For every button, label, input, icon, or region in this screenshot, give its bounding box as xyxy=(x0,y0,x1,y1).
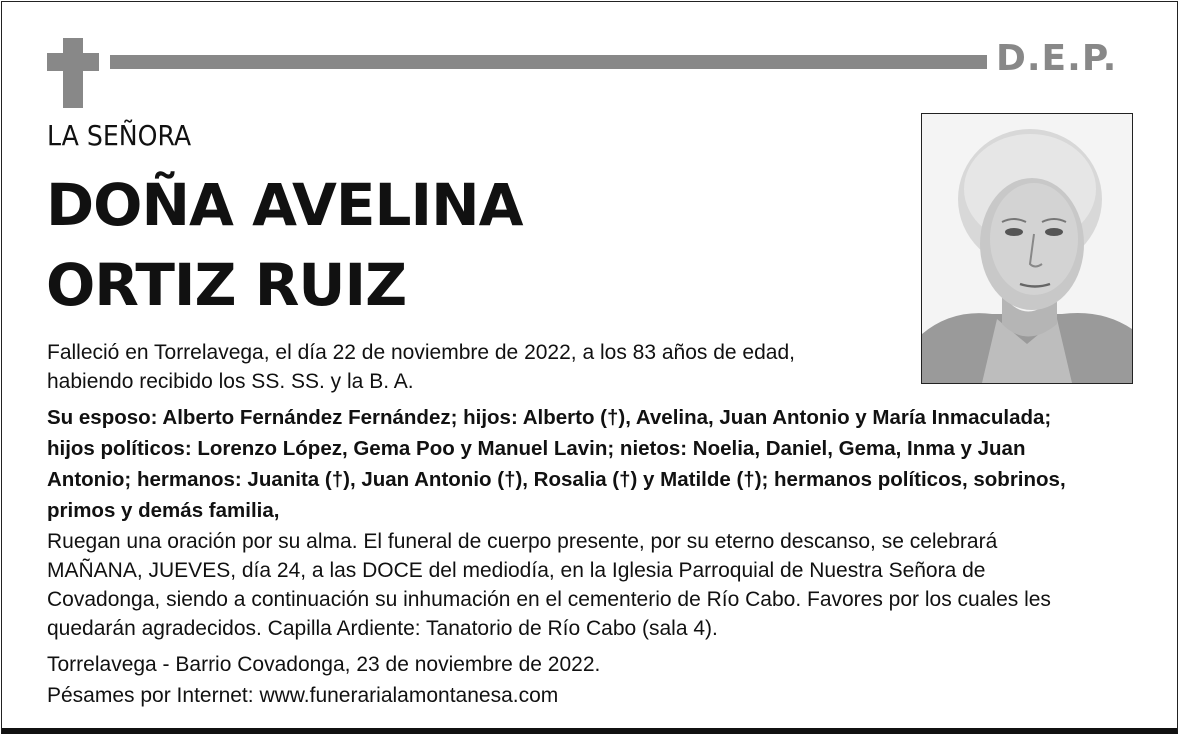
funeral-line: Covadonga, siendo a continuación su inhumación en el cementerio de Río Cabo. Favores por los cuales les xyxy=(47,588,1051,611)
portrait-image xyxy=(922,114,1132,383)
deceased-name xyxy=(46,165,523,325)
portrait-photo xyxy=(921,113,1133,384)
family-line: Antonio; hermanos: Juanita (†), Juan Antonio (†), Rosalia (†) y Matilde (†); hermanos políticos, sobrinos, xyxy=(47,468,1066,491)
place-date: Torrelavega - Barrio Covadonga, 23 de noviembre de 2022. xyxy=(47,653,601,676)
death-notice xyxy=(47,338,907,396)
funeral-line: MAÑANA, JUEVES, día 24, a las DOCE del mediodía, en la Iglesia Parroquial de Nuestra Señora de xyxy=(47,559,986,582)
family-line: hijos políticos: Lorenzo López, Gema Poo y Manuel Lavin; nietos: Noelia, Daniel, Gema, Inma y Juan xyxy=(47,437,1026,460)
death-notice-line: habiendo recibido los SS. SS. y la B. A. xyxy=(47,370,414,393)
death-notice-line: Falleció en Torrelavega, el día 22 de noviembre de 2022, a los 83 años de edad, xyxy=(47,341,795,364)
condolences-link[interactable]: Pésames por Internet: www.funerarialamontanesa.com xyxy=(47,684,559,707)
family-line: Su esposo: Alberto Fernández Fernández; hijos: Alberto (†), Avelina, Juan Antonio y María Inmaculada; xyxy=(47,406,1052,429)
cross-icon-vertical xyxy=(63,38,83,108)
deceased-name-line1: DOÑA AVELINA xyxy=(46,171,523,239)
header-rule xyxy=(110,55,987,69)
funeral-details xyxy=(47,527,1137,643)
deceased-name-line2: ORTIZ RUIZ xyxy=(46,251,407,319)
family-list xyxy=(47,402,1137,526)
dep-label: D.E.P. xyxy=(996,38,1118,79)
cross-icon-horizontal xyxy=(47,53,99,71)
family-line: primos y demás familia, xyxy=(47,499,280,522)
funeral-line: Ruegan una oración por su alma. El funeral de cuerpo presente, por su eterno descanso, se celebrará xyxy=(47,530,998,553)
title-prefix: LA SEÑORA xyxy=(47,119,192,152)
funeral-line: quedarán agradecidos. Capilla Ardiente: Tanatorio de Río Cabo (sala 4). xyxy=(47,617,718,640)
